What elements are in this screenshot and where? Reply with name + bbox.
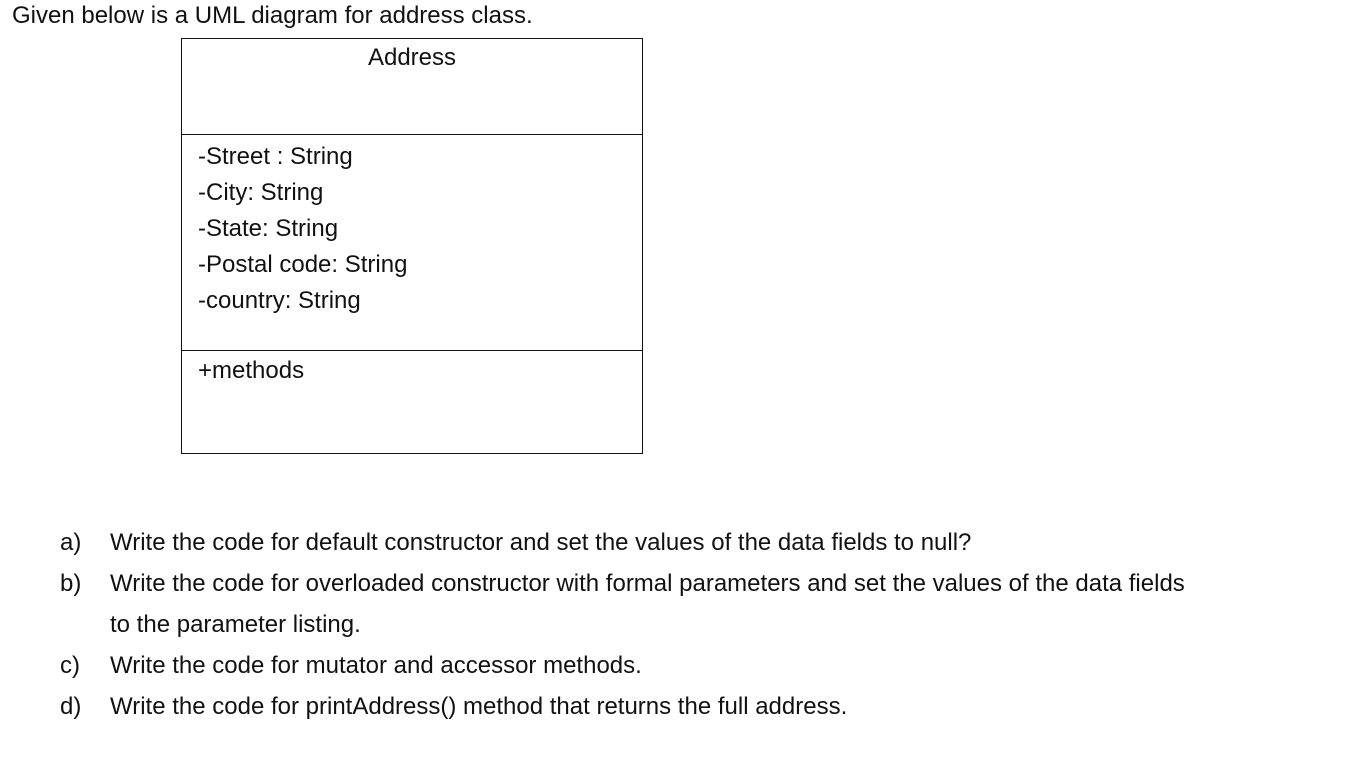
question-text [110,522,1350,563]
uml-attribute: -City: String [198,179,324,206]
question-line: to the parameter listing. [110,611,361,638]
intro-text: Given below is a UML diagram for address class. [12,2,533,29]
question-line: Write the code for overloaded constructor with formal parameters and set the values of the data fields [110,570,1185,597]
question-text [110,563,1350,645]
question-letter: b) [60,570,82,597]
question-item [60,563,1350,645]
question-line: Write the code for mutator and accessor methods. [110,652,642,679]
uml-attribute: -country: String [198,287,361,314]
question-item [60,522,1350,563]
question-text [110,686,1350,727]
uml-method: +methods [198,357,305,384]
question-line: Write the code for printAddress() method that returns the full address. [110,693,848,720]
uml-class-name: Address [182,39,642,135]
uml-attributes-compartment [182,135,642,351]
uml-methods-compartment [182,351,642,389]
question-letter: d) [60,693,82,720]
question-line: Write the code for default constructor and set the values of the data fields to null? [110,529,972,556]
uml-attribute: -State: String [198,215,339,242]
uml-class-diagram [181,38,643,454]
question-letter: c) [60,652,80,679]
question-text [110,645,1350,686]
uml-attribute: -Street : String [198,143,353,170]
uml-attribute: -Postal code: String [198,251,408,278]
question-letter: a) [60,529,82,556]
question-list [60,522,1350,727]
question-item [60,645,1350,686]
question-item [60,686,1350,727]
